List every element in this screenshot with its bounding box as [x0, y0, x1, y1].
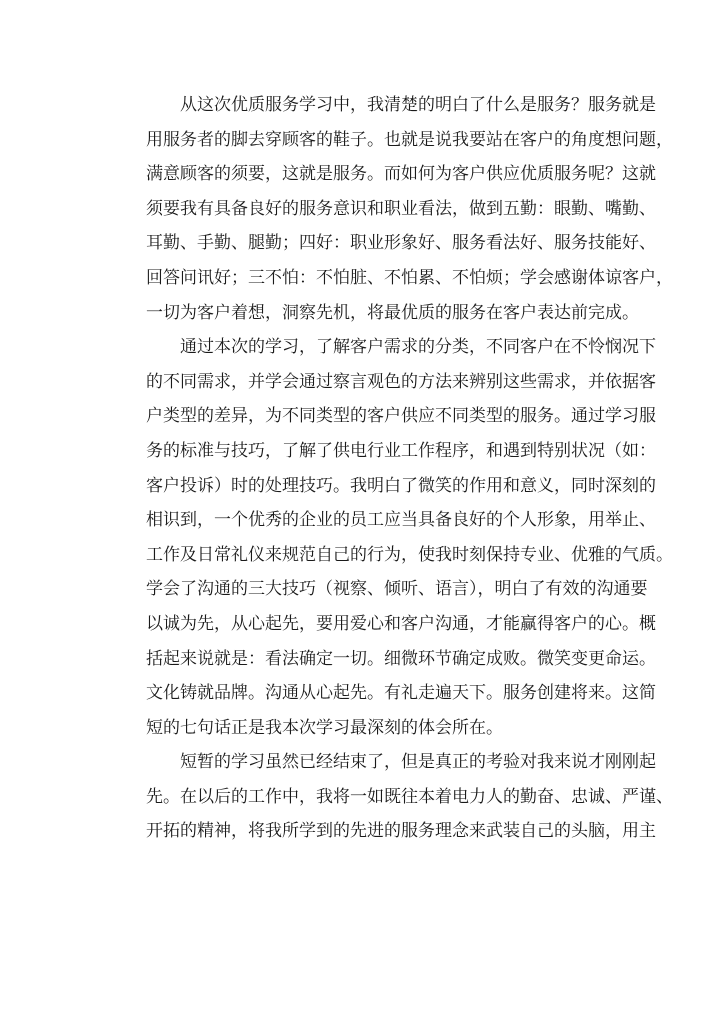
paragraph-2 — [112, 330, 673, 745]
text-line: 开拓的精神，将我所学到的先进的服务理念来武装自己的头脑，用主 — [146, 821, 656, 842]
text-line: 的不同需求，并学会通过察言观色的方法来辨别这些需求，并依据客 — [146, 371, 656, 392]
text-line: 通过本次的学习，了解客户需求的分类，不同客户在不怜悯况下 — [180, 337, 656, 358]
text-line: 回答问讯好；三不怕：不怕脏、不怕累、不怕烦；学会感谢体谅客户， — [146, 267, 673, 288]
text-line: 工作及日常礼仪来规范自己的行为，使我时刻保持专业、优雅的气质。 — [146, 544, 673, 565]
text-line: 相识到，一个优秀的企业的员工应当具备良好的个人形象，用举止、 — [146, 510, 656, 531]
text-line: 以诚为先，从心起先，要用爱心和客户沟通，才能赢得客户的心。概 — [146, 613, 656, 634]
text-line: 文化铸就品牌。沟通从心起先。有礼走遍天下。服务创建将来。这简 — [146, 683, 656, 704]
text-line: 务的标准与技巧，了解了供电行业工作程序，和遇到特别状况（如： — [146, 440, 656, 461]
text-line: 短暂的学习虽然已经结束了，但是真正的考验对我来说才刚刚起 — [180, 752, 656, 773]
text-line: 学会了沟通的三大技巧（视察、倾听、语言），明白了有效的沟通要 — [146, 579, 648, 600]
text-line: 先。在以后的工作中，我将一如既往本着电力人的勤奋、忠诚、严谨、 — [146, 786, 673, 807]
text-line: 用服务者的脚去穿顾客的鞋子。也就是说我要站在客户的角度想问题， — [146, 129, 673, 150]
text-line: 短的七句话正是我本次学习最深刻的体会所在。 — [146, 717, 503, 738]
text-line: 满意顾客的须要，这就是服务。而如何为客户供应优质服务呢？这就 — [146, 164, 656, 185]
body-text — [112, 88, 673, 849]
text-line: 须要我有具备良好的服务意识和职业看法，做到五勤：眼勤、嘴勤、 — [146, 198, 656, 219]
paragraph-3 — [112, 745, 673, 849]
text-line: 一切为客户着想，洞察先机，将最优质的服务在客户表达前完成。 — [146, 302, 639, 323]
text-line: 耳勤、手勤、腿勤；四好：职业形象好、服务看法好、服务技能好、 — [146, 233, 656, 254]
paragraph-1 — [112, 88, 673, 330]
text-line: 从这次优质服务学习中，我清楚的明白了什么是服务？服务就是 — [180, 95, 656, 115]
text-line: 客户投诉）时的处理技巧。我明白了微笑的作用和意义，同时深刻的 — [146, 475, 656, 496]
text-line: 户类型的差异，为不同类型的客户供应不同类型的服务。通过学习服 — [146, 406, 656, 427]
text-line: 括起来说就是：看法确定一切。细微环节确定成败。微笑变更命运。 — [146, 648, 656, 669]
